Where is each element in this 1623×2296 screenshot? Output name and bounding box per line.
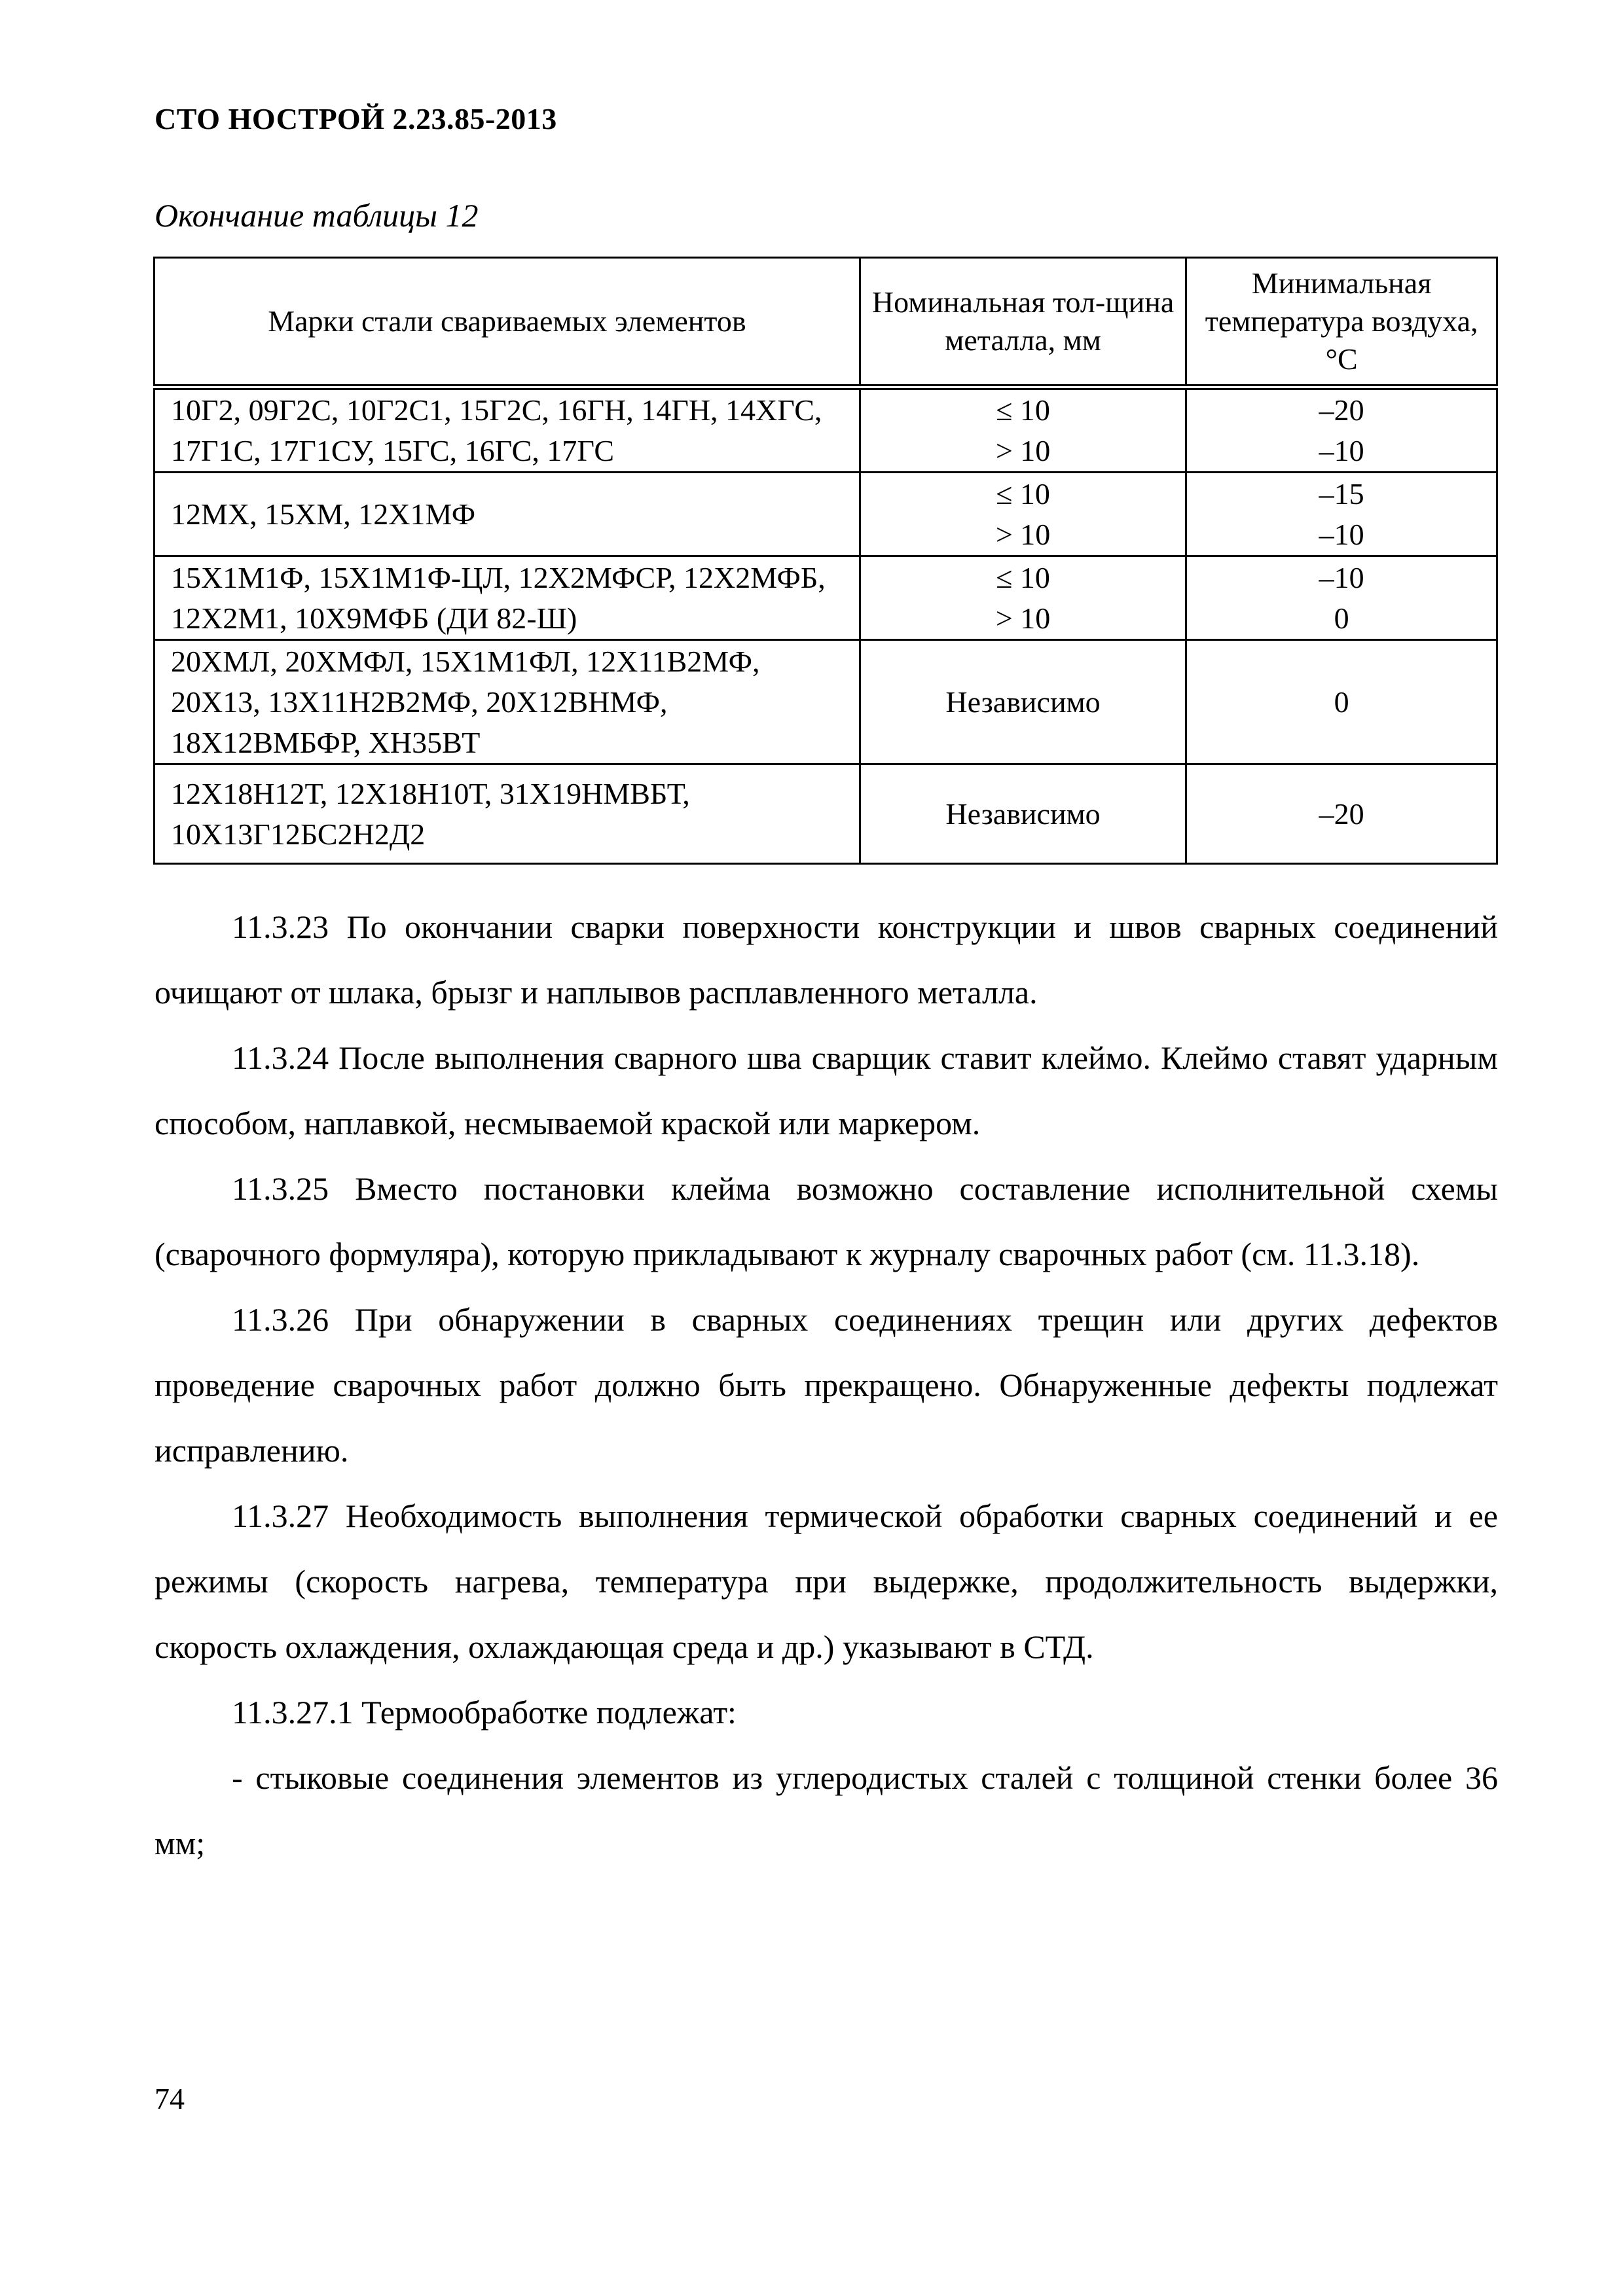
table-header-row: [155, 258, 1497, 387]
header-steel-grades: Марки стали свариваемых элементов: [155, 258, 860, 387]
paragraph: 11.3.27 Необходимость выполнения термической обработки сварных соединений и ее режимы (скорость нагрева, температура при выдержке, продолжительность выдержки, скорость охлаждения, охлаждающая среда и др.) указывают в СТД.: [155, 1498, 1498, 1665]
paragraph: 11.3.23 По окончании сварки поверхности конструкции и швов сварных соединений очищают от шлака, брызг и наплывов расплавленного металла.: [155, 908, 1498, 1011]
paragraph: 11.3.24 После выполнения сварного шва сварщик ставит клеймо. Клеймо ставят ударным способом, наплавкой, несмываемой краской или маркером.: [155, 1039, 1498, 1141]
thickness-value: ≤ 10: [996, 476, 1050, 511]
temperature-cell: [1186, 473, 1497, 556]
table-row: [155, 764, 1497, 864]
temperature-value: –15: [1319, 476, 1364, 511]
paragraph: 11.3.27.1 Термообработке подлежат:: [232, 1694, 737, 1731]
steel-table: [153, 257, 1498, 865]
body-text: [155, 894, 1498, 1876]
temperature-value: –20: [1319, 393, 1364, 427]
temperature-cell: 0: [1186, 640, 1497, 764]
document-header: СТО НОСТРОЙ 2.23.85-2013: [155, 102, 557, 135]
temperature-cell: [1186, 387, 1497, 473]
steel-grades-cell: 20ХМЛ, 20ХМФЛ, 15Х1М1ФЛ, 12Х11В2МФ, 20Х13, 13Х11Н2В2МФ, 20Х12ВНМФ, 18Х12ВМБФР, ХН35ВТ: [155, 640, 860, 764]
thickness-cell: [860, 556, 1186, 640]
temperature-value: –10: [1319, 434, 1364, 467]
thickness-cell: [860, 387, 1186, 473]
page-number: 74: [155, 2082, 185, 2115]
temperature-cell: –20: [1186, 764, 1497, 864]
thickness-value: ≤ 10: [996, 560, 1050, 594]
thickness-value: > 10: [995, 601, 1051, 635]
steel-grades-cell: 12МХ, 15ХМ, 12Х1МФ: [155, 473, 860, 556]
paragraph: 11.3.25 Вместо постановки клейма возможно составление исполнительной схемы (сварочного формуляра), которую прикладывают к журналу сварочных работ (см. 11.3.18).: [155, 1170, 1498, 1272]
table-row: [155, 473, 1497, 556]
steel-grades-cell: 10Г2, 09Г2С, 10Г2С1, 15Г2С, 16ГН, 14ГН, 14ХГС, 17Г1С, 17Г1СУ, 15ГС, 16ГС, 17ГС: [155, 387, 860, 473]
header-temperature: Минимальная температура воздуха, °C: [1186, 258, 1497, 387]
thickness-cell: Независимо: [860, 764, 1186, 864]
temperature-value: 0: [1334, 601, 1349, 635]
paragraph: 11.3.26 При обнаружении в сварных соединениях трещин или других дефектов проведение сварочных работ должно быть прекращено. Обнаруженные дефекты подлежат исправлению.: [155, 1301, 1498, 1469]
temperature-cell: [1186, 556, 1497, 640]
table-caption: Окончание таблицы 12: [155, 197, 479, 234]
thickness-cell: [860, 473, 1186, 556]
thickness-value: > 10: [995, 434, 1051, 467]
header-thickness: Номинальная тол-щина металла, мм: [860, 258, 1186, 387]
paragraph: - стыковые соединения элементов из углеродистых сталей с толщиной стенки более 36 мм;: [155, 1759, 1498, 1861]
thickness-value: > 10: [995, 517, 1051, 551]
steel-grades-cell: 12Х18Н12Т, 12Х18Н10Т, 31Х19НМВБТ, 10Х13Г12БС2Н2Д2: [155, 764, 860, 864]
table-row: [155, 387, 1497, 473]
temperature-value: –10: [1319, 517, 1364, 551]
table-row: [155, 556, 1497, 640]
temperature-value: –10: [1319, 560, 1364, 594]
table-row: [155, 640, 1497, 764]
thickness-cell: Независимо: [860, 640, 1186, 764]
steel-grades-cell: 15Х1М1Ф, 15Х1М1Ф-ЦЛ, 12Х2МФСР, 12Х2МФБ, 12Х2М1, 10Х9МФБ (ДИ 82-Ш): [155, 556, 860, 640]
thickness-value: ≤ 10: [996, 393, 1050, 427]
